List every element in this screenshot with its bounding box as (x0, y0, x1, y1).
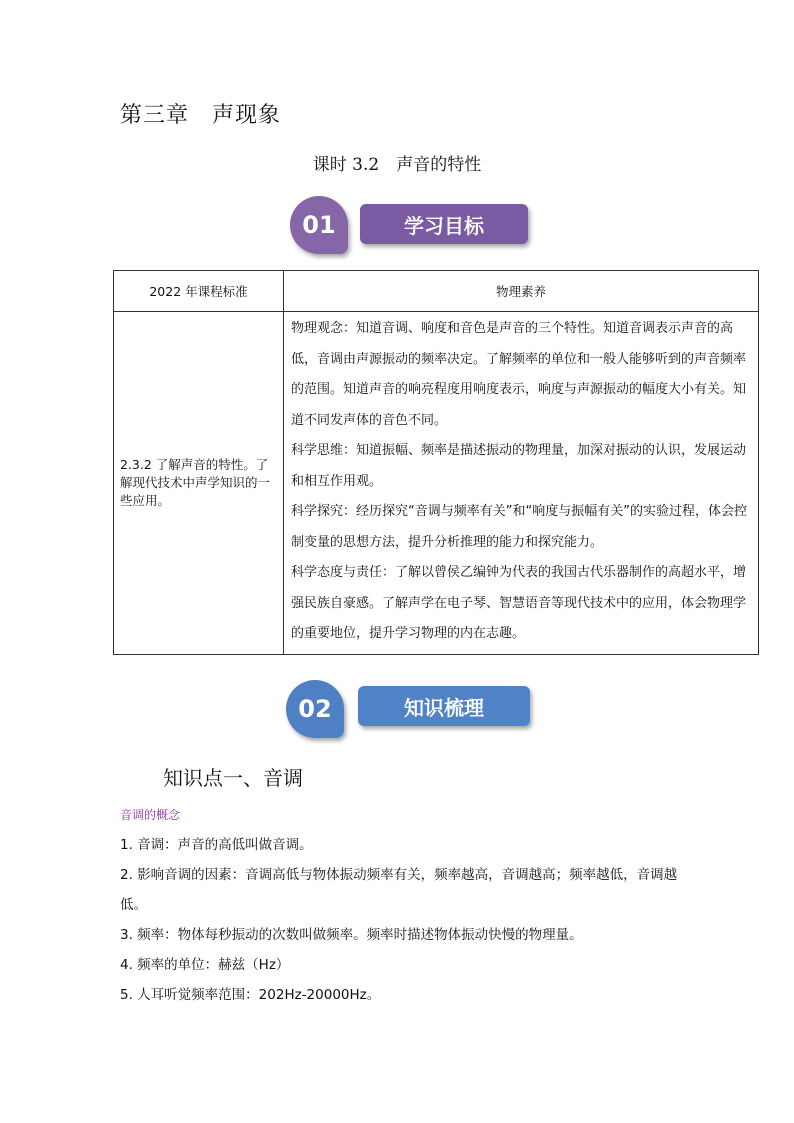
list-item: 1. 音调：声音的高低叫做音调。 (120, 837, 313, 853)
section-title: 学习目标 (360, 204, 528, 244)
table-header-row (114, 271, 759, 312)
section-number: 01 (290, 196, 348, 254)
curriculum-table (113, 270, 759, 655)
table-header-literacy: 物理素养 (284, 271, 759, 312)
table-header-standard: 2022 年课程标准 (114, 271, 284, 312)
literacy-scientific-thinking: 科学思维：知道振幅、频率是描述振动的物理量，加深对振动的认识，发展运动和相互作用观。 (291, 443, 747, 489)
table-row (114, 312, 759, 655)
chapter-title: 第三章 声现象 (120, 103, 282, 128)
literacy-scientific-inquiry: 科学探究：经历探究“音调与频率有关”和“响度与振幅有关”的实验过程，体会控制变量的思想方法，提升分析推理的能力和探究能力。 (291, 504, 747, 550)
list-item: 3. 频率：物体每秒振动的次数叫做频率。频率时描述物体振动快慢的物理量。 (120, 927, 583, 943)
list-item: 5. 人耳听觉频率范围：202Hz-20000Hz。 (120, 987, 381, 1003)
list-item: 2. 影响音调的因素：音调高低与物体振动频率有关，频率越高，音调越高；频率越低，音调越低。 (120, 867, 678, 913)
list-item: 4. 频率的单位：赫兹（Hz） (120, 957, 290, 973)
literacy-physics-concept: 物理观念：知道音调、响度和音色是声音的三个特性。知道音调表示声音的高低，音调由声源振动的频率决定。了解频率的单位和一般人能够听到的声音频率的范围。知道声音的响亮程度用响度表示，响度与声源振动的幅度大小有关。知道不同发声体的音色不同。 (291, 321, 747, 428)
section-number: 02 (286, 680, 344, 738)
literacy-cell (284, 312, 759, 655)
knowledge-subtitle: 音调的概念 (120, 808, 181, 822)
literacy-attitude-responsibility: 科学态度与责任：了解以曾侯乙编钟为代表的我国古代乐器制作的高超水平，增强民族自豪感。了解声学在电子琴、智慧语音等现代技术中的应用，体会物理学的重要地位，提升学习物理的内在志趣。 (291, 565, 747, 641)
standard-cell: 2.3.2 了解声音的特性。了解现代技术中声学知识的一些应用。 (114, 312, 284, 655)
lesson-title: 课时 3.2 声音的特性 (312, 155, 482, 175)
knowledge-items (120, 830, 690, 1010)
knowledge-point-title: 知识点一、音调 (163, 766, 303, 790)
section-title: 知识梳理 (358, 686, 530, 726)
